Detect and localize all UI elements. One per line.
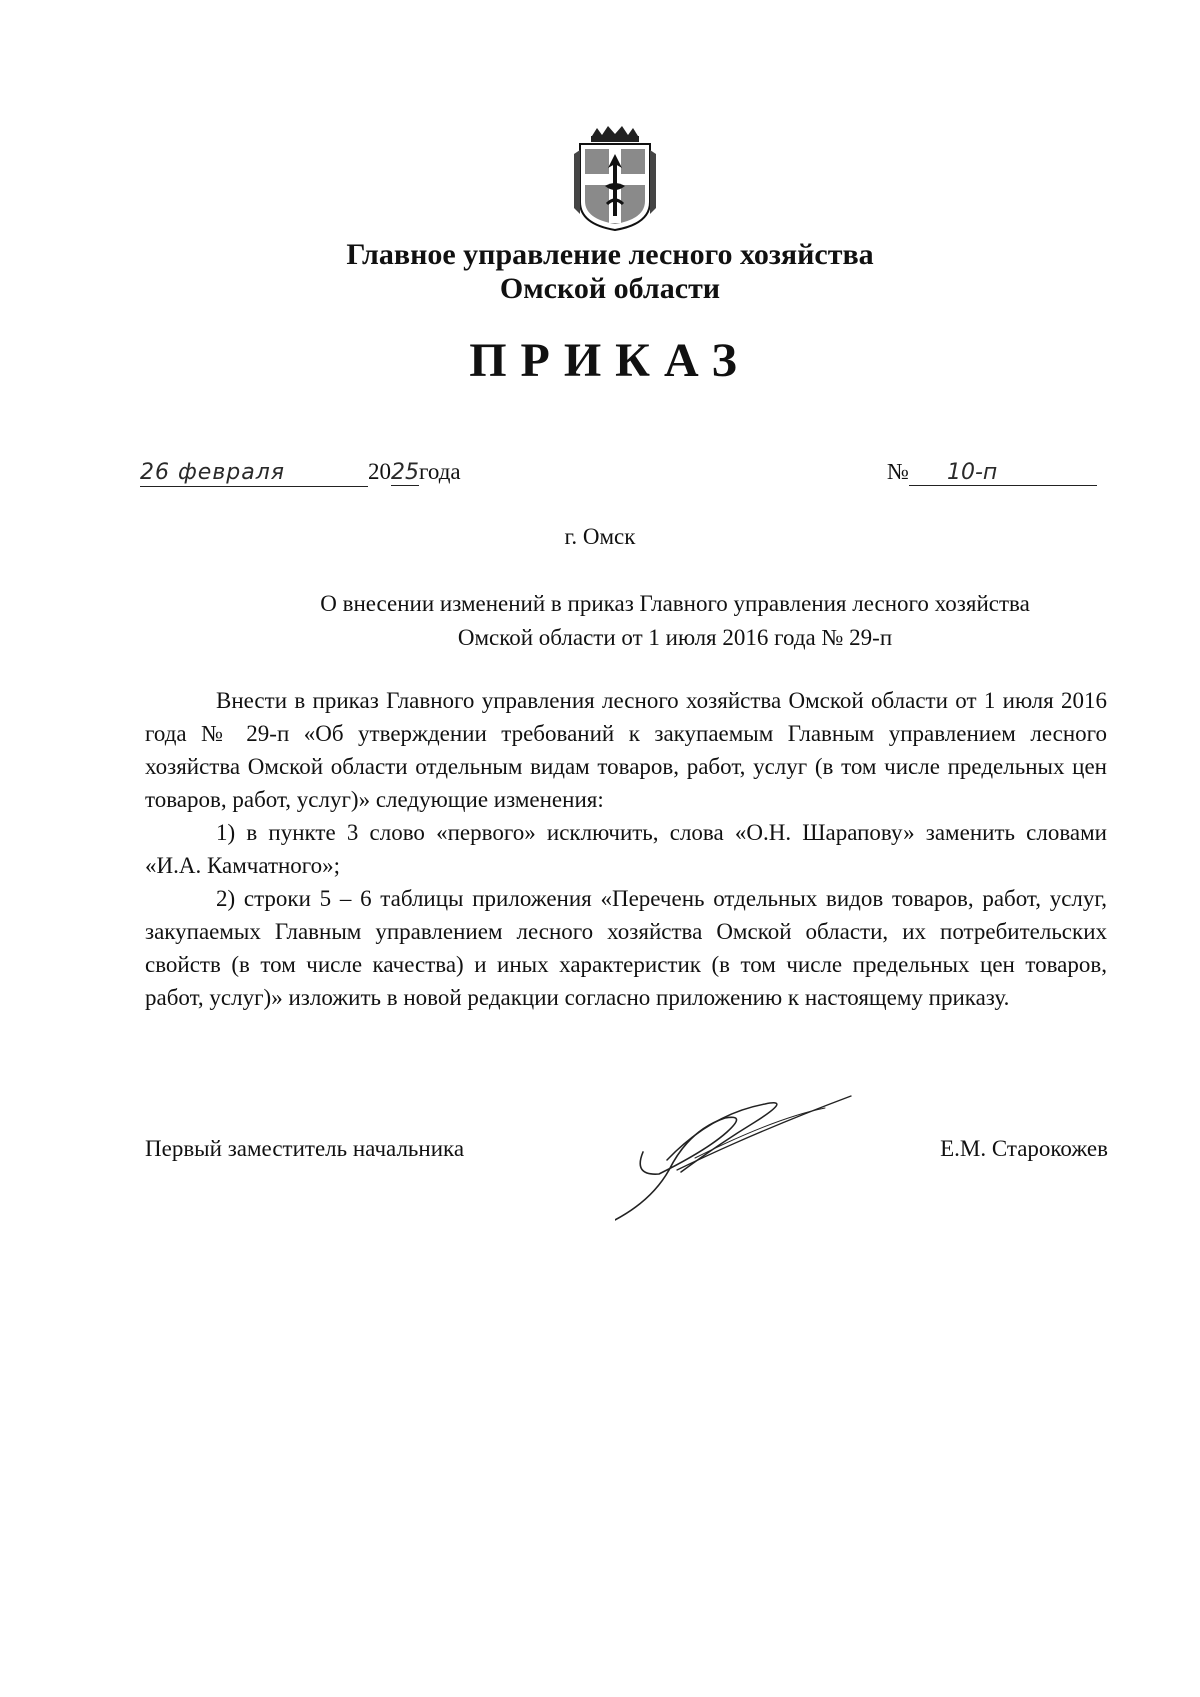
number-label: № [887, 459, 909, 484]
subject-line-2: Омской области от 1 июля 2016 года № 29-п [457, 625, 893, 650]
signer-name: Е.М. Старокожев [940, 1136, 1108, 1161]
signature-icon [615, 1084, 855, 1224]
subject-line-1: О внесении изменений в приказ Главного управления лесного хозяйства [320, 591, 1030, 616]
date-day-month: 26 февраля [140, 460, 368, 487]
organization-line-1: Главное управление лесного хозяйства [346, 238, 874, 271]
organization-line-2: Омской области [499, 272, 721, 305]
date-year-suffix: 25 [391, 460, 419, 485]
document-number [887, 459, 1097, 486]
organization-name [300, 238, 920, 306]
document-subject [210, 587, 1140, 655]
date-word: года [419, 459, 461, 484]
number-value: 10-п [909, 460, 1097, 486]
coat-of-arms-icon [572, 124, 658, 232]
document-body [145, 684, 1107, 1014]
document-place: г. Омск [564, 524, 636, 549]
body-paragraph: 2) строки 5 – 6 таблицы приложения «Перечень отдельных видов товаров, работ, услуг, закупаемых Главным управлением лесного хозяйства Омской области, их потребительских свойств (в том числе качества) и иных характеристик (в том числе предельных цен товаров, работ, услуг)» изложить в новой редакции согласно приложению к настоящему приказу. [145, 886, 1107, 1010]
document-title: ПРИКАЗ [469, 334, 751, 387]
date-year-prefix: 20 [368, 459, 391, 484]
signer-position: Первый заместитель начальника [145, 1136, 465, 1161]
body-paragraph: Внести в приказ Главного управления лесного хозяйства Омской области от 1 июля 2016 года № 29-п «Об утверждении требований к закупаемым Главным управлением лесного хозяйства Омской области отдельным видам товаров, работ, услуг (в том числе предельных цен товаров, работ, услуг)» следующие изменения: [145, 688, 1107, 812]
document-date [140, 459, 461, 489]
body-paragraph: 1) в пункте 3 слово «первого» исключить, слова «О.Н. Шарапову» заменить словами «И.А. Камчатного»; [145, 820, 1107, 878]
